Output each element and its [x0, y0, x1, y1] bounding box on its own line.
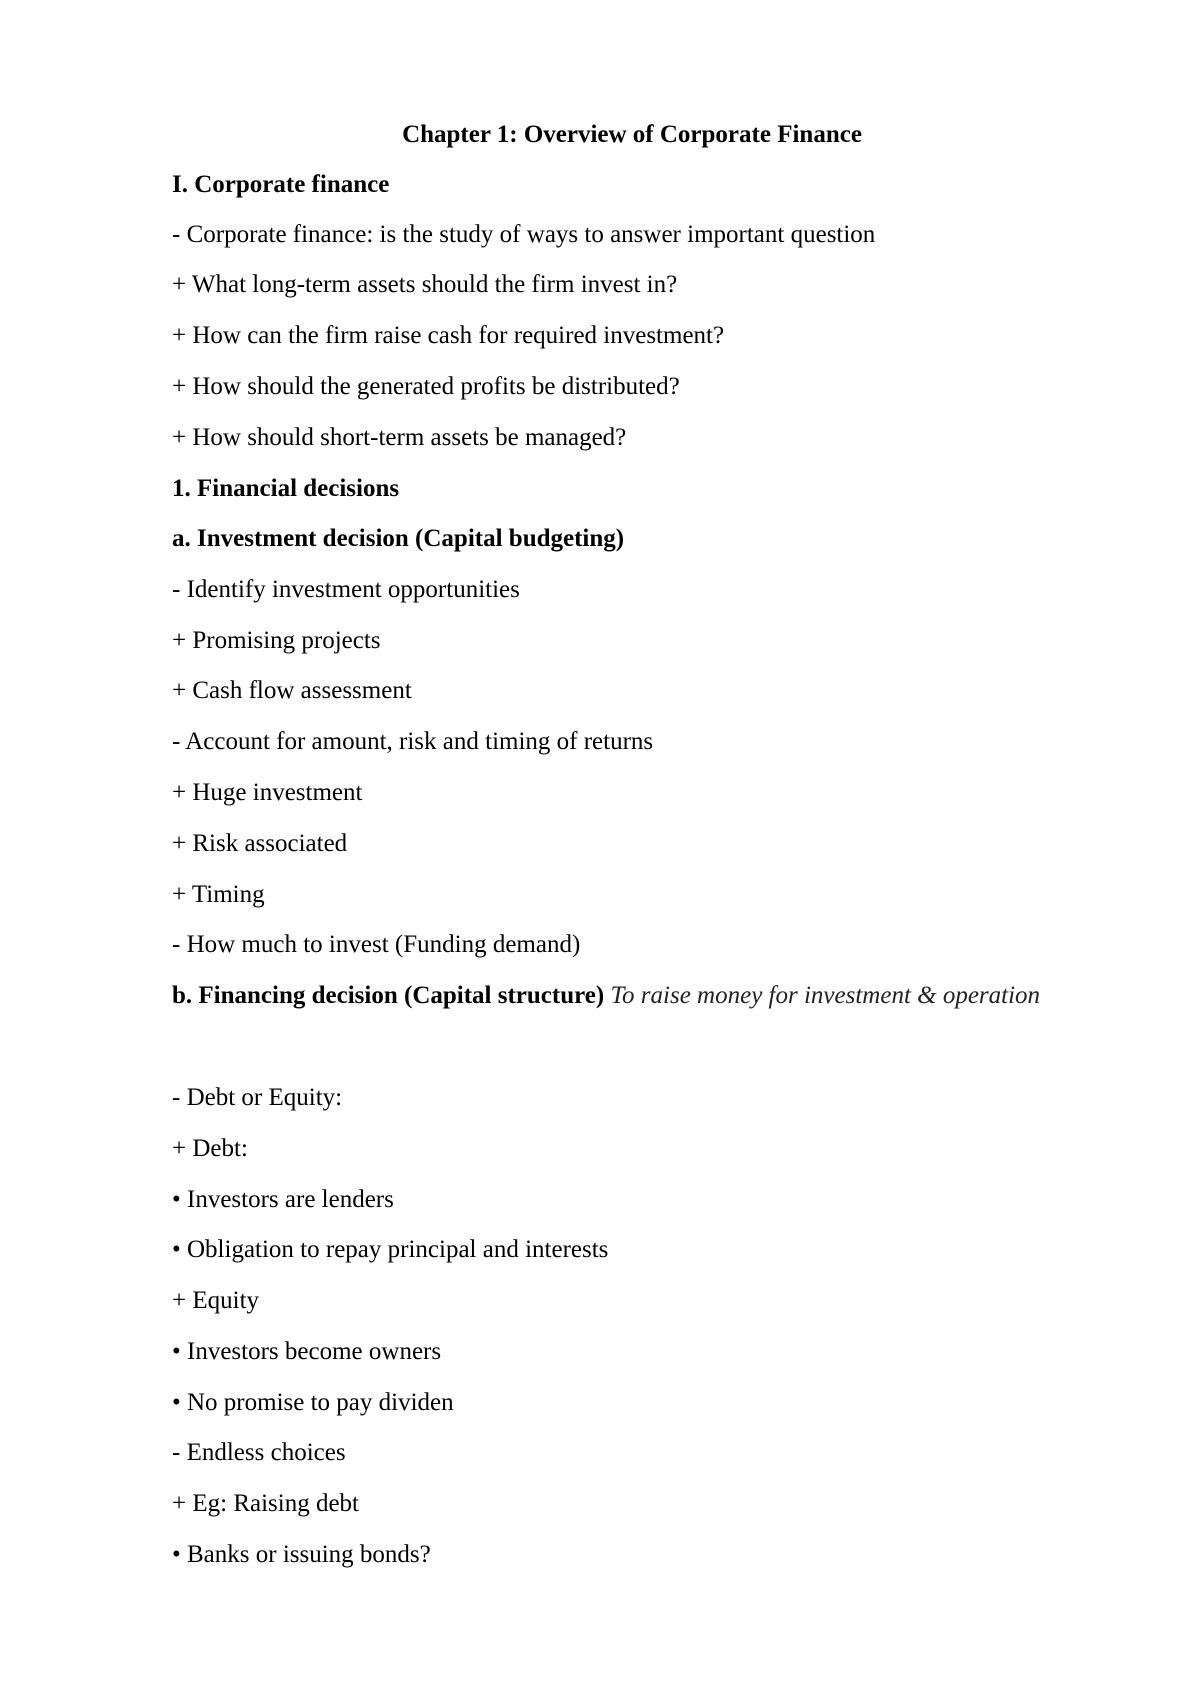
heading-corporate-finance: I. Corporate finance — [172, 171, 390, 198]
list-item: - Debt or Equity: — [172, 1084, 343, 1111]
list-subitem: + Huge investment — [172, 779, 363, 806]
question-item: + What long-term assets should the firm invest in? — [172, 271, 678, 298]
list-subitem: + Debt: — [172, 1135, 248, 1162]
list-item: - Account for amount, risk and timing of returns — [172, 728, 654, 755]
financing-decision-note: To raise money for investment & operation — [610, 982, 1041, 1009]
list-item: - How much to invest (Funding demand) — [172, 931, 581, 958]
heading-investment-decision: a. Investment decision (Capital budgeting) — [172, 525, 625, 552]
list-subitem: + Eg: Raising debt — [172, 1490, 359, 1517]
list-item: - Endless choices — [172, 1439, 346, 1466]
bullet-item: • Obligation to repay principal and interests — [172, 1236, 609, 1263]
list-subitem: + Equity — [172, 1287, 260, 1314]
question-item: + How should short-term assets be managed? — [172, 424, 627, 451]
question-item: + How should the generated profits be distributed? — [172, 373, 680, 400]
bullet-item: • Banks or issuing bonds? — [172, 1541, 431, 1568]
bullet-item: • No promise to pay dividen — [172, 1389, 454, 1416]
page-title: Chapter 1: Overview of Corporate Finance — [402, 121, 862, 148]
paragraph-cf-definition: - Corporate finance: is the study of ways to answer important question — [172, 221, 876, 248]
question-item: + How can the firm raise cash for required investment? — [172, 322, 725, 349]
list-subitem: + Promising projects — [172, 627, 381, 654]
list-subitem: + Cash flow assessment — [172, 677, 412, 704]
heading-financing-decision-block — [172, 978, 1052, 1014]
list-subitem: + Risk associated — [172, 830, 348, 857]
bullet-item: • Investors become owners — [172, 1338, 442, 1365]
heading-financing-decision: b. Financing decision (Capital structure) — [172, 982, 605, 1009]
bullet-item: • Investors are lenders — [172, 1186, 394, 1213]
list-item: - Identify investment opportunities — [172, 576, 520, 603]
list-subitem: + Timing — [172, 881, 265, 908]
heading-financial-decisions: 1. Financial decisions — [172, 475, 400, 502]
